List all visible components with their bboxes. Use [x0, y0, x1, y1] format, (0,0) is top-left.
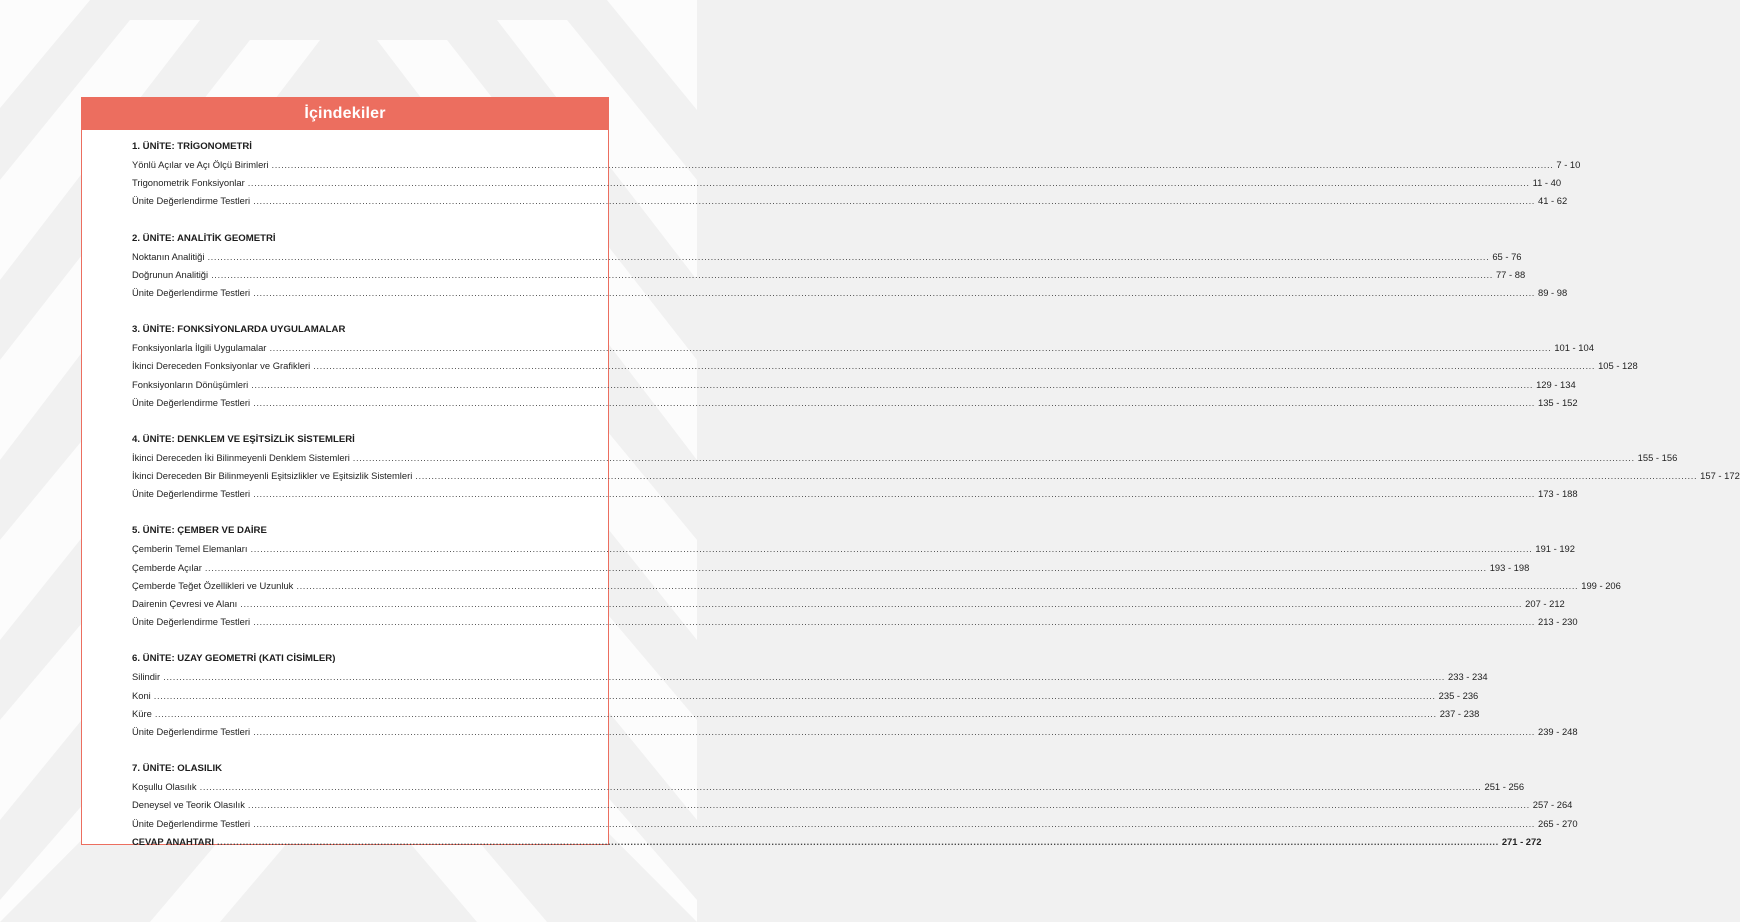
entry-label: İkinci Dereceden Bir Bilinmeyenli Eşitsizlikler ve Eşitsizlik Sistemleri — [132, 470, 413, 482]
dot-leader: ................................................................................................................................................................................................................................................................................................................................................................................................................ — [296, 579, 1579, 591]
toc-entry[interactable] — [132, 266, 1526, 284]
dot-leader: ................................................................................................................................................................................................................................................................................................................................................................................................................ — [153, 689, 1436, 701]
entry-pages: 235 - 236 — [1438, 689, 1479, 701]
entry-pages: 257 - 264 — [1532, 799, 1573, 811]
entry-label: Ünite Değerlendirme Testleri — [132, 286, 251, 298]
toc-section — [132, 650, 1578, 741]
toc-entry[interactable] — [132, 339, 1594, 357]
toc-entry[interactable] — [132, 357, 1638, 375]
toc-entry[interactable] — [132, 778, 1525, 796]
entry-pages: 65 - 76 — [1492, 250, 1522, 262]
toc-entry[interactable] — [132, 705, 1480, 723]
section-title: 7. ÜNİTE: OLASILIK — [132, 763, 223, 775]
entry-label: Yönlü Açılar ve Açı Ölçü Birimleri — [132, 159, 269, 170]
section-title: 5. ÜNİTE: ÇEMBER VE DAİRE — [132, 525, 267, 537]
dot-leader: ................................................................................................................................................................................................................................................................................................................................................................................................................ — [247, 177, 1530, 189]
entry-pages: 233 - 234 — [1448, 671, 1488, 683]
toc-section — [132, 522, 1621, 631]
dot-leader: ................................................................................................................................................................................................................................................................................................................................................................................................................ — [253, 396, 1535, 408]
page-title: İçindekiler — [82, 98, 608, 130]
toc-entry[interactable] — [132, 577, 1621, 595]
table-of-contents — [132, 138, 1740, 870]
entry-pages: 105 - 128 — [1598, 360, 1638, 372]
toc-section — [132, 321, 1638, 412]
dot-leader: ................................................................................................................................................................................................................................................................................................................................................................................................................ — [253, 817, 1535, 829]
dot-leader: ................................................................................................................................................................................................................................................................................................................................................................................................................ — [247, 799, 1530, 811]
dot-leader: ................................................................................................................................................................................................................................................................................................................................................................................................................ — [253, 195, 1535, 207]
toc-entry[interactable] — [132, 467, 1740, 485]
entry-label: İkinci Dereceden İki Bilinmeyenli Denklem Sistemleri — [132, 451, 350, 463]
dot-leader: ................................................................................................................................................................................................................................................................................................................................................................................................................ — [253, 725, 1535, 737]
entry-pages: 173 - 188 — [1537, 488, 1578, 500]
dot-leader: ................................................................................................................................................................................................................................................................................................................................................................................................................ — [204, 561, 1487, 573]
entry-label: Noktanın Analitiği — [132, 250, 205, 262]
toc-entry[interactable] — [132, 485, 1578, 503]
entry-label: CEVAP ANAHTARI — [132, 835, 214, 847]
toc-section — [132, 138, 1581, 211]
dot-leader: ................................................................................................................................................................................................................................................................................................................................................................................................................ — [352, 451, 1635, 463]
entry-pages: 157 - 172 — [1700, 470, 1740, 482]
section-title: 2. ÜNİTE: ANALİTİK GEOMETRİ — [132, 232, 276, 244]
toc-entry[interactable] — [132, 687, 1479, 705]
entry-pages: 41 - 62 — [1537, 195, 1568, 207]
entry-pages: 265 - 270 — [1537, 817, 1578, 829]
entry-label: Küre — [132, 707, 152, 719]
toc-entry[interactable] — [132, 248, 1522, 266]
entry-label: Ünite Değerlendirme Testleri — [132, 488, 251, 500]
dot-leader: ................................................................................................................................................................................................................................................................................................................................................................................................................ — [415, 470, 1698, 482]
entry-label: Dairenin Çevresi ve Alanı — [132, 598, 238, 609]
entry-label: Ünite Değerlendirme Testleri — [132, 725, 251, 737]
dot-leader: ................................................................................................................................................................................................................................................................................................................................................................................................................ — [240, 598, 1523, 609]
section-title: 6. ÜNİTE: UZAY GEOMETRİ (KATI CİSİMLER) — [132, 653, 336, 665]
toc-entry[interactable] — [132, 815, 1578, 833]
dot-leader: ................................................................................................................................................................................................................................................................................................................................................................................................................ — [154, 707, 1437, 719]
dot-leader: ................................................................................................................................................................................................................................................................................................................................................................................................................ — [271, 159, 1554, 170]
section-title: 1. ÜNİTE: TRİGONOMETRİ — [132, 141, 252, 152]
entry-label: Deneysel ve Teorik Olasılık — [132, 799, 245, 811]
entry-pages: 89 - 98 — [1537, 286, 1568, 298]
entry-label: Silindir — [132, 671, 161, 683]
toc-entry[interactable] — [132, 559, 1530, 577]
entry-pages: 271 - 272 — [1501, 835, 1542, 847]
toc-entry[interactable] — [132, 174, 1562, 192]
entry-label: Çemberin Temel Elemanları — [132, 543, 248, 555]
toc-entry[interactable] — [132, 796, 1573, 814]
entry-pages: 101 - 104 — [1554, 342, 1594, 354]
entry-pages: 251 - 256 — [1484, 781, 1525, 793]
dot-leader: ................................................................................................................................................................................................................................................................................................................................................................................................................ — [253, 286, 1535, 298]
entry-pages: 199 - 206 — [1581, 579, 1621, 591]
entry-label: İkinci Dereceden Fonksiyonlar ve Grafikleri — [132, 360, 311, 372]
entry-label: Ünite Değerlendirme Testleri — [132, 817, 251, 829]
toc-panel — [81, 97, 1740, 847]
entry-pages: 239 - 248 — [1537, 725, 1578, 737]
toc-entry[interactable] — [132, 833, 1542, 851]
toc-section — [132, 760, 1578, 851]
entry-label: Koşullu Olasılık — [132, 781, 197, 793]
dot-leader: ................................................................................................................................................................................................................................................................................................................................................................................................................ — [251, 378, 1534, 390]
dot-leader: ................................................................................................................................................................................................................................................................................................................................................................................................................ — [253, 616, 1535, 628]
entry-label: Ünite Değerlendirme Testleri — [132, 195, 251, 207]
entry-label: Doğrunun Analitiği — [132, 268, 209, 280]
toc-entry[interactable] — [132, 668, 1488, 686]
toc-entry[interactable] — [132, 540, 1575, 558]
section-title: 3. ÜNİTE: FONKSİYONLARDA UYGULAMALAR — [132, 324, 346, 336]
dot-leader: ................................................................................................................................................................................................................................................................................................................................................................................................................ — [269, 342, 1552, 354]
entry-label: Ünite Değerlendirme Testleri — [132, 616, 251, 628]
entry-pages: 77 - 88 — [1495, 268, 1526, 280]
dot-leader: ................................................................................................................................................................................................................................................................................................................................................................................................................ — [253, 488, 1535, 500]
entry-pages: 207 - 212 — [1525, 598, 1565, 609]
dot-leader: ................................................................................................................................................................................................................................................................................................................................................................................................................ — [199, 781, 1482, 793]
entry-label: Trigonometrik Fonksiyonlar — [132, 177, 245, 189]
toc-entry[interactable] — [132, 613, 1578, 631]
entry-label: Fonksiyonlarla İlgili Uygulamalar — [132, 342, 267, 354]
toc-entry[interactable] — [132, 156, 1581, 174]
toc-section — [132, 230, 1568, 303]
entry-label: Çemberde Teğet Özellikleri ve Uzunluk — [132, 579, 294, 591]
toc-entry[interactable] — [132, 595, 1565, 613]
entry-pages: 129 - 134 — [1536, 378, 1576, 390]
dot-leader: ................................................................................................................................................................................................................................................................................................................................................................................................................ — [250, 543, 1533, 555]
entry-label: Fonksiyonların Dönüşümleri — [132, 378, 249, 390]
dot-leader: ................................................................................................................................................................................................................................................................................................................................................................................................................ — [313, 360, 1596, 372]
entry-pages: 237 - 238 — [1439, 707, 1480, 719]
entry-label: Ünite Değerlendirme Testleri — [132, 396, 251, 408]
entry-pages: 193 - 198 — [1489, 561, 1530, 573]
toc-entry[interactable] — [132, 449, 1678, 467]
dot-leader: ................................................................................................................................................................................................................................................................................................................................................................................................................ — [207, 250, 1490, 262]
toc-entry[interactable] — [132, 192, 1568, 210]
toc-entry[interactable] — [132, 376, 1576, 394]
entry-label: Koni — [132, 689, 151, 701]
section-title: 4. ÜNİTE: DENKLEM VE EŞİTSİZLİK SİSTEMLERİ — [132, 433, 355, 445]
dot-leader: ................................................................................................................................................................................................................................................................................................................................................................................................................ — [163, 671, 1446, 683]
toc-entry[interactable] — [132, 723, 1578, 741]
entry-label: Çemberde Açılar — [132, 561, 202, 573]
toc-section — [132, 431, 1740, 504]
entry-pages: 7 - 10 — [1556, 159, 1581, 170]
entry-pages: 155 - 156 — [1637, 451, 1678, 463]
dot-leader: ................................................................................................................................................................................................................................................................................................................................................................................................................ — [211, 268, 1493, 280]
dot-leader: ................................................................................................................................................................................................................................................................................................................................................................................................................ — [216, 835, 1499, 847]
entry-pages: 11 - 40 — [1532, 177, 1562, 189]
entry-pages: 191 - 192 — [1535, 543, 1575, 555]
toc-entry[interactable] — [132, 394, 1578, 412]
entry-pages: 213 - 230 — [1537, 616, 1578, 628]
toc-entry[interactable] — [132, 284, 1568, 302]
entry-pages: 135 - 152 — [1537, 396, 1578, 408]
